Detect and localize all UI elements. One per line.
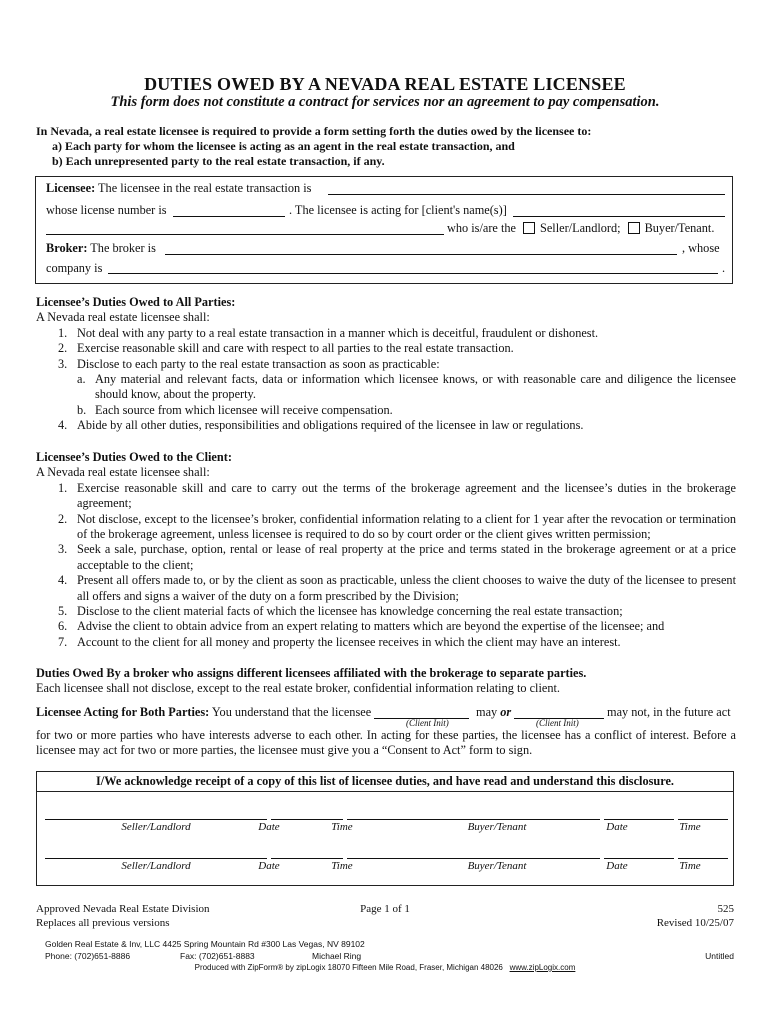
item-text: Not deal with any party to a real estate transaction in a manner which is deceitful, fraudulent or dishonest. bbox=[77, 325, 599, 340]
intro-item-a: a) Each party for whom the licensee is acting as an agent in the real estate transaction, and bbox=[52, 139, 515, 153]
buyer-label: Buyer/Tenant bbox=[467, 821, 527, 833]
time-label: Time bbox=[331, 860, 353, 872]
whose-label: , whose bbox=[682, 241, 720, 255]
seller-label: Seller/Landlord bbox=[121, 821, 191, 833]
buyer-date-line[interactable] bbox=[604, 819, 674, 820]
footer-right bbox=[600, 902, 734, 930]
all-parties-section bbox=[36, 295, 736, 434]
list-item bbox=[36, 542, 736, 573]
seller-date-line[interactable] bbox=[271, 819, 343, 820]
approved-text: Approved Nevada Real Estate Division bbox=[36, 903, 210, 915]
dual-agency-text: You understand that the licensee bbox=[211, 705, 372, 719]
list-item bbox=[36, 326, 736, 341]
form-number: 525 bbox=[717, 903, 734, 915]
dual-agency-label: Licensee Acting for Both Parties: bbox=[36, 705, 210, 719]
produced-text: Produced with ZipForm® by zipLogix 18070 Fifteen Mile Road, Fraser, Michigan 48026 bbox=[194, 963, 503, 972]
item-text: Abide by all other duties, responsibilities and obligations required of the licensee in law or regulations. bbox=[77, 418, 584, 433]
company-info: Golden Real Estate & Inv, LLC 4425 Spring Mountain Rd #300 Las Vegas, NV 89102 bbox=[45, 939, 365, 949]
list-item bbox=[36, 418, 736, 433]
client-role-row bbox=[447, 221, 714, 236]
buyer-signature-line[interactable] bbox=[394, 858, 600, 859]
client-init-caption: (Client Init) bbox=[536, 718, 579, 728]
who-is-label: who is/are the bbox=[447, 221, 516, 235]
client-lead: A Nevada real estate licensee shall: bbox=[36, 465, 210, 480]
seller-label: Seller/Landlord bbox=[121, 860, 191, 872]
client-section bbox=[36, 450, 736, 650]
date-label: Date bbox=[606, 821, 628, 833]
licensee-name-field[interactable] bbox=[328, 194, 725, 195]
acknowledgment-heading: I/We acknowledge receipt of a copy of this list of licensee duties, and have read and understand this disclosure. bbox=[37, 772, 733, 792]
company-field[interactable] bbox=[108, 273, 718, 274]
item-number: 1. bbox=[58, 480, 68, 495]
may-not-text: may not, in the future act bbox=[607, 705, 731, 719]
zipform-credit bbox=[0, 963, 770, 972]
list-item bbox=[36, 604, 736, 619]
agent-name: Michael Ring bbox=[312, 951, 362, 961]
footer-left bbox=[36, 902, 210, 930]
broker-label: Broker: bbox=[46, 241, 88, 255]
subitem-letter: a. bbox=[77, 372, 86, 387]
may-or-text bbox=[476, 705, 511, 720]
item-number: 4. bbox=[58, 418, 68, 433]
buyer-tenant-label: Buyer/Tenant. bbox=[644, 221, 715, 235]
phone-text: Phone: (702)651-8886 bbox=[45, 951, 131, 961]
time-label: Time bbox=[679, 860, 701, 872]
client-name-field-2[interactable] bbox=[46, 234, 444, 235]
item-text: Account to the client for all money and property the licensee receives in which the client may have an interest. bbox=[77, 634, 621, 649]
buyer-tenant-checkbox[interactable] bbox=[628, 222, 640, 234]
item-number: 5. bbox=[58, 604, 68, 619]
item-text: Not disclose, except to the licensee’s broker, confidential information relating to a client for 1 year after the revocation or termination of the brokerage agreement, unless licensee is required to do so by court order or the client gives written permission; bbox=[77, 511, 736, 542]
time-label: Time bbox=[331, 821, 353, 833]
licensee-info-box bbox=[35, 176, 733, 284]
client-init-caption: (Client Init) bbox=[406, 718, 449, 728]
list-subitem bbox=[36, 372, 736, 403]
buyer-label: Buyer/Tenant bbox=[467, 860, 527, 872]
seller-date-line[interactable] bbox=[271, 858, 343, 859]
item-text: Disclose to the client material facts of which the licensee has knowledge concerning the real estate transaction; bbox=[77, 604, 623, 619]
broker-text: The broker is bbox=[90, 241, 156, 255]
list-item bbox=[36, 635, 736, 650]
date-label: Date bbox=[258, 860, 280, 872]
licensee-text: The licensee in the real estate transaction is bbox=[98, 181, 312, 195]
all-parties-heading: Licensee’s Duties Owed to All Parties: bbox=[36, 295, 236, 309]
acknowledgment-box bbox=[36, 771, 734, 886]
broker-duties-text: Each licensee shall not disclose, except to the real estate broker, confidential information relating to client. bbox=[36, 681, 560, 696]
or-label: or bbox=[500, 705, 512, 719]
license-number-field[interactable] bbox=[173, 216, 285, 217]
page-title: DUTIES OWED BY A NEVADA REAL ESTATE LICENSEE bbox=[144, 74, 626, 94]
seller-signature-line[interactable] bbox=[45, 858, 267, 859]
company-period: . bbox=[722, 261, 726, 275]
item-text: Advise the client to obtain advice from an expert relating to matters which are beyond the expertise of the licensee; and bbox=[77, 619, 665, 634]
item-text: Disclose to each party to the real estate transaction as soon as practicable: bbox=[77, 356, 440, 371]
date-label: Date bbox=[606, 860, 628, 872]
buyer-date-line[interactable] bbox=[604, 858, 674, 859]
ziplogix-link[interactable]: www.zipLogix.com bbox=[509, 963, 576, 972]
seller-signature-line[interactable] bbox=[45, 819, 267, 820]
broker-duties-heading: Duties Owed By a broker who assigns different licensees affiliated with the brokerage to separate parties. bbox=[36, 666, 587, 680]
licensee-row bbox=[46, 181, 311, 196]
list-item bbox=[36, 573, 736, 604]
acting-for-label: . The licensee is acting for [client's name(s)] bbox=[289, 203, 507, 217]
may-label: may bbox=[476, 705, 498, 719]
item-number: 6. bbox=[58, 619, 68, 634]
fax-text: Fax: (702)651-8883 bbox=[180, 951, 255, 961]
list-item bbox=[36, 512, 736, 543]
item-number: 2. bbox=[58, 341, 68, 356]
revised-date: Revised 10/25/07 bbox=[656, 917, 734, 929]
client-name-field[interactable] bbox=[513, 216, 725, 217]
list-item bbox=[36, 357, 736, 372]
item-number: 2. bbox=[58, 511, 68, 526]
item-text: Present all offers made to, or by the client as soon as practicable, unless the client chooses to waive the duty of the licensee to present all offers and signs a waiver of the duty on a form prescribed by the Division; bbox=[77, 573, 736, 603]
intro-item-b: b) Each unrepresented party to the real estate transaction, if any. bbox=[52, 154, 385, 168]
all-parties-lead: A Nevada real estate licensee shall: bbox=[36, 310, 210, 325]
buyer-signature-line[interactable] bbox=[394, 819, 600, 820]
company-label: company is bbox=[46, 261, 103, 275]
page-subtitle: This form does not constitute a contract for services nor an agreement to pay compensation. bbox=[110, 94, 660, 110]
item-number: 3. bbox=[58, 542, 68, 557]
list-item bbox=[36, 481, 736, 512]
item-number: 1. bbox=[58, 325, 68, 340]
time-label: Time bbox=[679, 821, 701, 833]
date-label: Date bbox=[258, 821, 280, 833]
list-subitem bbox=[36, 403, 736, 418]
list-item bbox=[36, 619, 736, 634]
broker-name-field[interactable] bbox=[165, 254, 677, 255]
licensee-label: Licensee: bbox=[46, 181, 96, 195]
dual-agency-rest: for two or more parties who have interests adverse to each other. In acting for these parties, the licensee has a conflict of interest. Before a licensee may act for two or more parties, the licensee must give you a “Consent to Act” form to sign. bbox=[36, 728, 736, 758]
item-text: Exercise reasonable skill and care to carry out the terms of the brokerage agreement and the licensee’s duties in the brokerage agreement; bbox=[77, 480, 736, 511]
dual-agency-line bbox=[36, 705, 371, 720]
seller-landlord-label: Seller/Landlord; bbox=[539, 221, 621, 235]
broker-row bbox=[46, 241, 156, 256]
intro-block bbox=[36, 124, 591, 169]
broker-duties-section bbox=[36, 666, 736, 697]
subitem-text: Each source from which licensee will receive compensation. bbox=[95, 402, 393, 417]
document-name: Untitled bbox=[705, 951, 734, 961]
subitem-text: Any material and relevant facts, data or information which licensee knows, or with reasonable care and diligence the licensee should know, about the property. bbox=[95, 372, 736, 402]
client-heading: Licensee’s Duties Owed to the Client: bbox=[36, 450, 232, 464]
item-text: Exercise reasonable skill and care with respect to all parties to the real estate transaction. bbox=[77, 341, 514, 356]
item-number: 7. bbox=[58, 634, 68, 649]
replaces-text: Replaces all previous versions bbox=[36, 917, 170, 929]
buyer-time-line[interactable] bbox=[678, 858, 728, 859]
license-number-label: whose license number is bbox=[46, 203, 167, 217]
buyer-time-line[interactable] bbox=[678, 819, 728, 820]
subitem-letter: b. bbox=[77, 402, 87, 417]
item-number: 3. bbox=[58, 356, 68, 371]
intro-line: In Nevada, a real estate licensee is required to provide a form setting forth the duties owed by the licensee to: bbox=[36, 124, 592, 138]
page-number: Page 1 of 1 bbox=[360, 903, 410, 915]
list-item bbox=[36, 341, 736, 356]
item-number: 4. bbox=[58, 573, 68, 588]
item-text: Seek a sale, purchase, option, rental or lease of real property at the price and terms stated in the brokerage agreement or at a price acceptable to the client; bbox=[77, 542, 736, 572]
seller-landlord-checkbox[interactable] bbox=[523, 222, 535, 234]
